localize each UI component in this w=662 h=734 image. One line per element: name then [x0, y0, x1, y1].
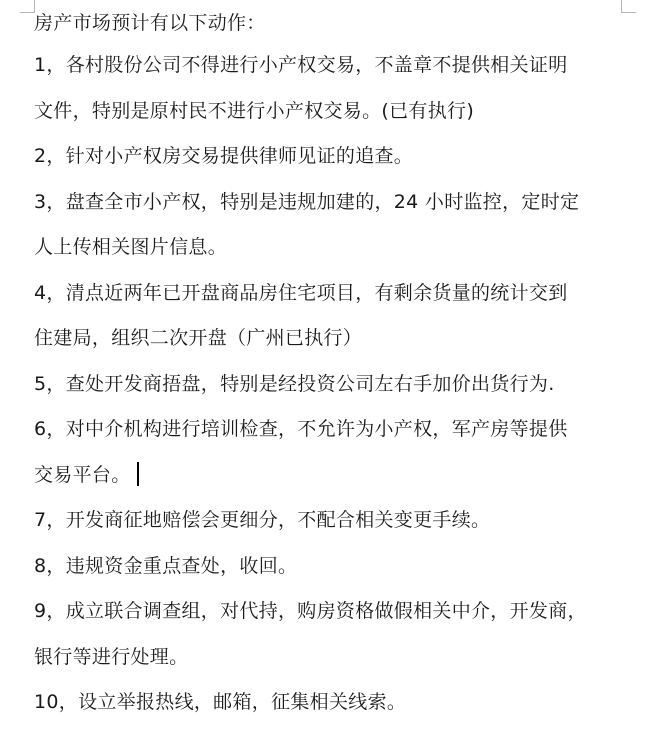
item-1-line-2: 文件，特别是原村民不进行小产权交易。(已有执行) — [34, 99, 475, 122]
document-body[interactable] — [34, 9, 634, 734]
item-6-line-2 — [34, 461, 634, 489]
item-8-line-1: 8，违规资金重点查处，收回。 — [34, 554, 298, 577]
item-9-line-2: 银行等进行处理。 — [34, 645, 189, 668]
page-corner-mark-left — [20, 0, 35, 13]
document-heading: 房产市场预计有以下动作： — [34, 12, 266, 34]
item-4-line-1: 4，清点近两年已开盘商品房住宅项目，有剩余货量的统计交到 — [34, 281, 568, 304]
item-6-line-1: 6，对中介机构进行培训检查，不允许为小产权，军产房等提供 — [34, 418, 568, 440]
text-cursor — [137, 462, 139, 486]
item-5-line-1: 5，查处开发商捂盘，特别是经投资公司左右手加价出货行为. — [34, 372, 555, 395]
item-6-line-2-text: 交易平台。 — [34, 463, 131, 486]
item-1-line-1: 1，各村股份公司不得进行小产权交易，不盖章不提供相关证明 — [34, 54, 568, 76]
item-7-line-1: 7，开发商征地赔偿会更细分，不配合相关变更手续。 — [34, 509, 491, 531]
item-3-line-1: 3，盘查全市小产权，特别是违规加建的，24 小时监控，定时定 — [34, 190, 580, 213]
item-2-line-1: 2，针对小产权房交易提供律师见证的追查。 — [34, 145, 414, 167]
item-10-line-1: 10，设立举报热线，邮箱，征集相关线索。 — [34, 691, 407, 713]
item-3-line-2: 人上传相关图片信息。 — [34, 236, 228, 258]
item-9-line-1: 9，成立联合调查组，对代持，购房资格做假相关中介，开发商， — [34, 600, 587, 622]
item-4-line-2: 住建局，组织二次开盘（广州已执行） — [34, 327, 363, 349]
